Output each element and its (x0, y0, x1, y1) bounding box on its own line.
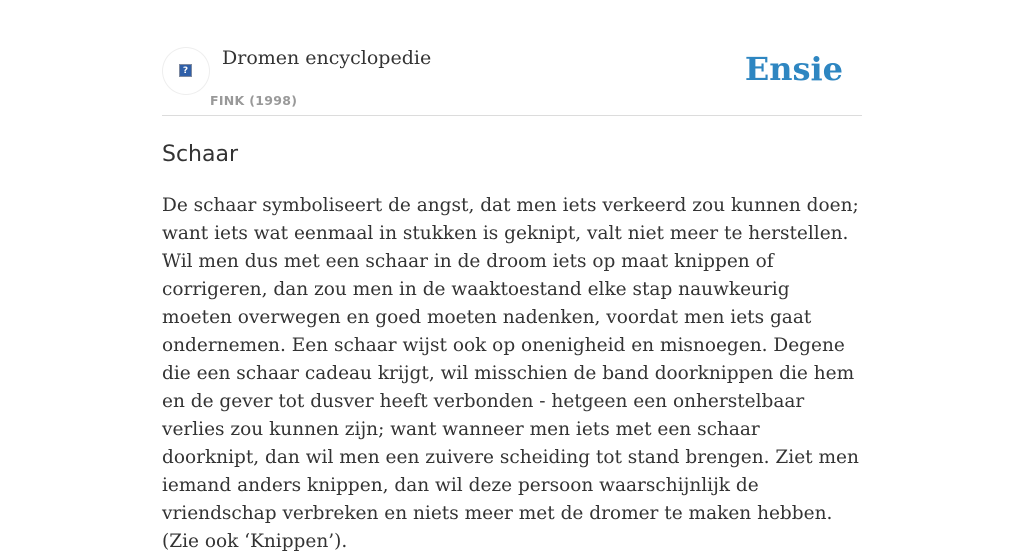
book-cover-icon[interactable] (162, 47, 210, 95)
ensie-logo[interactable]: Ensie (744, 50, 843, 88)
entry-body: De schaar symboliseert de angst, dat men iets verkeerd zou kunnen doen; want iets wat eenmaal in stukken is geknipt, valt niet meer te herstellen. Wil men dus met een schaar in de droom iets op maat knippen of corrigeren, dan zou men in de waaktoestand elke stap nauwkeurig moeten overwegen en goed moeten nadenken, voordat men iets gaat ondernemen. Een schaar wijst ook op onenigheid en misnoegen. Degene die een schaar cadeau krijgt, wil misschien de band doorknippen die hem en de gever tot dusver heeft verbonden - hetgeen een onherstelbaar verlies zou kunnen zijn; want wanneer men iets met een schaar doorknipt, dan wil men een zuivere scheiding tot stand brengen. Ziet men iemand anders knippen, dan wil deze persoon waarschijnlijk de vriendschap verbreken en niets meer met de dromer te maken hebben. (Zie ook ‘Knippen’). (162, 195, 859, 552)
source-title[interactable]: Dromen encyclopedie (222, 47, 432, 69)
entry-card (162, 0, 862, 552)
entry-title: Schaar (162, 142, 239, 167)
question-mark-icon: ? (179, 64, 192, 77)
source-header (162, 0, 862, 116)
source-author-year: FINK (1998) (210, 93, 298, 108)
